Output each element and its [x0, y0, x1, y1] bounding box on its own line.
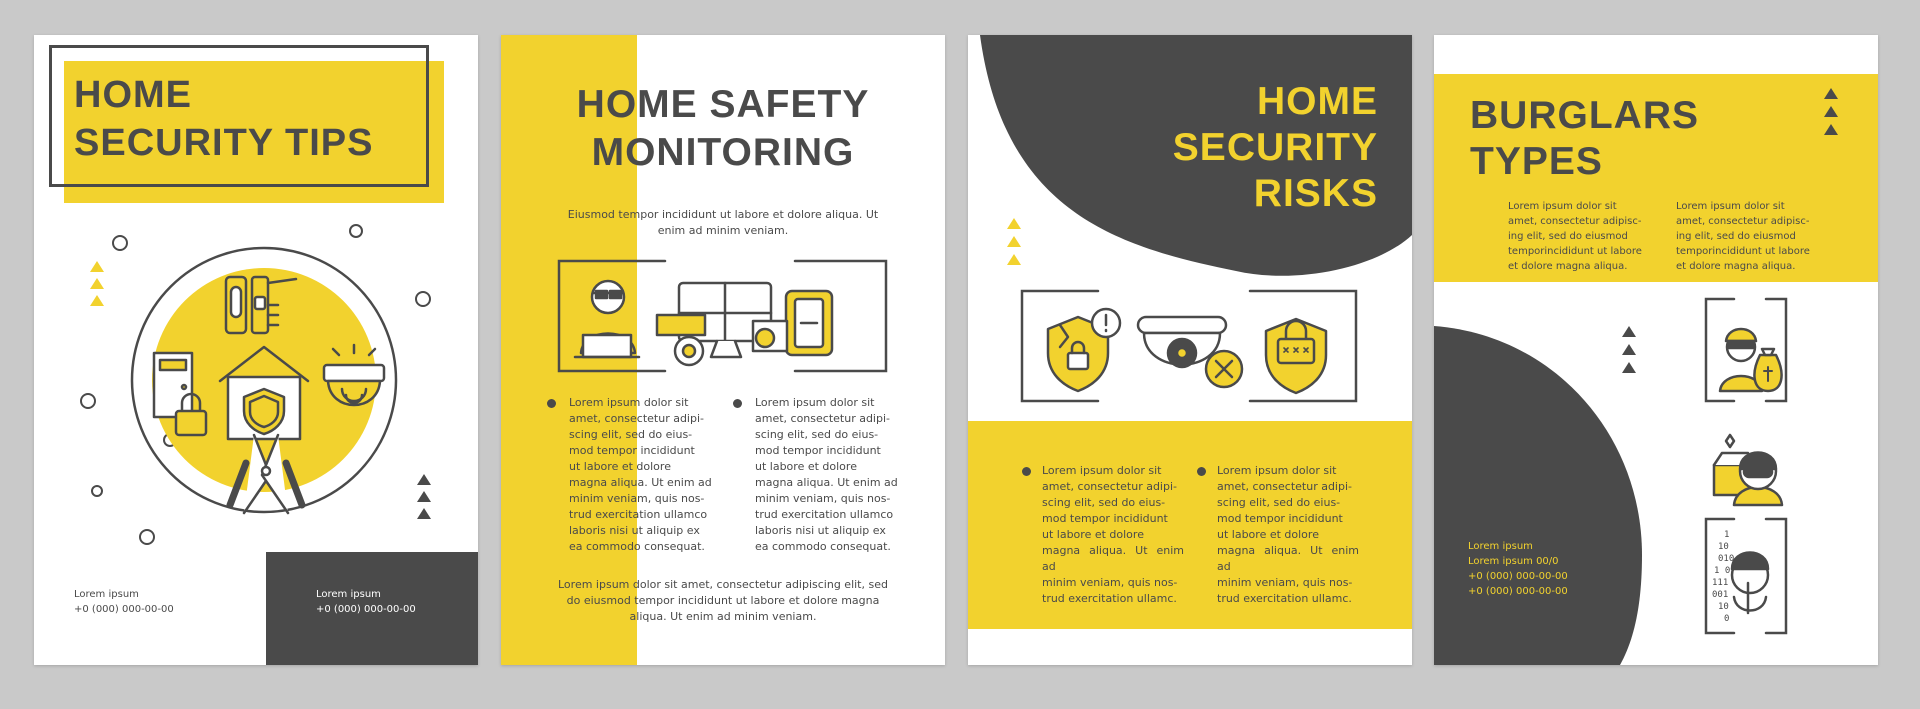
broken-shield-lock-icon	[1048, 309, 1120, 391]
thief-with-money-bag-icon	[1720, 329, 1782, 391]
svg-text:001: 001	[1712, 590, 1729, 600]
body-column-2: Lorem ipsum dolor sit amet, consectetur adipisc- ing elit, sed do eiusmod temporincididunt ut labore et dolore magna aliqua.	[1676, 201, 1810, 272]
shield-password-lock-icon	[1266, 319, 1326, 393]
intro-text: Eiusmod tempor incididunt ut labore et dolore aliqua. Ut enim ad minim veniam.	[567, 208, 879, 237]
monitoring-icons	[501, 35, 945, 665]
svg-text:0: 0	[1724, 614, 1730, 624]
contact-right	[316, 587, 416, 617]
svg-text:1 0: 1 0	[1714, 566, 1731, 576]
page-title: HOME SECURITY TIPS	[74, 74, 374, 164]
burglar-icons	[1434, 35, 1878, 665]
page-title: HOME SECURITY RISKS	[1172, 80, 1378, 215]
page-title: HOME SAFETY MONITORING	[576, 83, 870, 174]
svg-text:010: 010	[1718, 554, 1735, 564]
contact-left	[74, 587, 174, 617]
body-column-2: Lorem ipsum dolor sit amet, consectetur adipi- scing elit, sed do eius- mod tempor incididunt ut labore et dolore magna aliqua. Ut enim ad minim veniam, quis nos- trud exercitation ullamco laboris nisi ut aliquip ex ea commodo consequat.	[755, 396, 898, 553]
broken-camera-icon	[1138, 317, 1242, 387]
cyber-hacker-binary-icon	[1732, 553, 1768, 614]
svg-text:1: 1	[1724, 530, 1730, 540]
brochure-page-home-security-tips	[34, 35, 478, 665]
body-column-2: Lorem ipsum dolor sit amet, consectetur adipi- scing elit, sed do eius- mod tempor incididunt ut labore et dolore magna aliqua. Ut enim ad minim veniam, quis nos- trud exercitation ullamc.	[1217, 464, 1359, 605]
bullet-1	[1022, 467, 1031, 476]
svg-text:111: 111	[1712, 578, 1729, 588]
body-column-1: Lorem ipsum dolor sit amet, consectetur adipisc- ing elit, sed do eiusmod temporincididunt ut labore et dolore magna aliqua.	[1508, 201, 1642, 272]
page-title: BURGLARS TYPES	[1470, 94, 1699, 183]
burglar-with-loot-icon	[1714, 435, 1782, 505]
hacker-at-laptop-icon	[575, 281, 639, 357]
svg-text:10: 10	[1718, 542, 1729, 552]
contact-name: Lorem ipsum	[74, 589, 139, 600]
bullet-2	[1197, 467, 1206, 476]
svg-text:10: 10	[1718, 602, 1729, 612]
contact-name: Lorem ipsum	[316, 589, 381, 600]
body-column-1: Lorem ipsum dolor sit amet, consectetur adipi- scing elit, sed do eius- mod tempor incididunt ut labore et dolore magna aliqua. Ut enim ad minim veniam, quis nos- trud exercitation ullamco laboris nisi ut aliquip ex ea commodo consequat.	[569, 396, 712, 553]
brochure-page-burglars-types	[1434, 35, 1878, 665]
contact-info: Lorem ipsum Lorem ipsum 00/0 +0 (000) 000-00-00 +0 (000) 000-00-00	[1468, 541, 1568, 597]
bullet-2	[733, 399, 742, 408]
contact-phone: +0 (000) 000-00-00	[74, 604, 174, 615]
bullet-1	[547, 399, 556, 408]
brochure-page-home-safety-monitoring	[501, 35, 945, 665]
contact-phone: +0 (000) 000-00-00	[316, 604, 416, 615]
body-column-1: Lorem ipsum dolor sit amet, consectetur adipi- scing elit, sed do eius- mod tempor incididunt ut labore et dolore magna aliqua. Ut enim ad minim veniam, quis nos- trud exercitation ullamc.	[1042, 464, 1184, 605]
brochure-page-home-security-risks	[968, 35, 1412, 665]
outro-text: Lorem ipsum dolor sit amet, consectetur adipiscing elit, sed do eiusmod tempor incididunt ut labore et dolore magna aliqua. Ut enim ad minim veniam.	[558, 578, 888, 623]
